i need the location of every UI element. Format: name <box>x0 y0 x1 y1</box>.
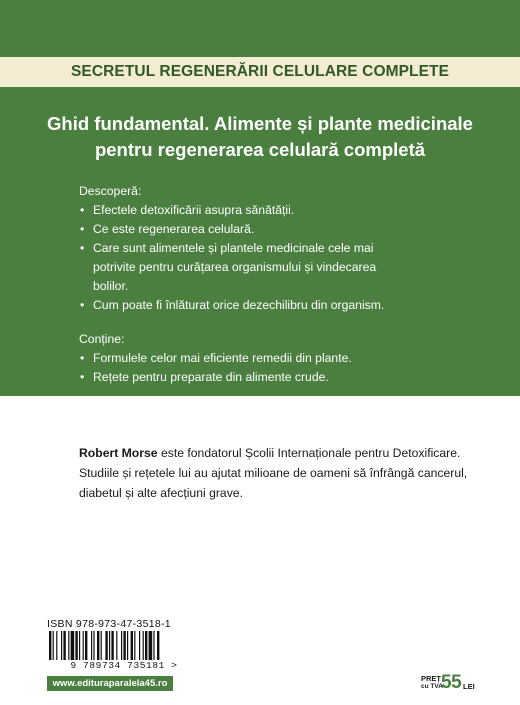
bio-line-1: Robert Morse este fondatorul Școlii Internaționale pentru Detoxificare. <box>79 446 461 460</box>
bio-line-3: diabetul și alte afecțiuni grave. <box>79 486 243 500</box>
price-currency: LEI <box>463 682 475 691</box>
discover-heading: Descoperă: <box>79 184 142 198</box>
bullet-icon: • <box>80 203 85 217</box>
barcode-digits: 9 789734 735181 > <box>47 660 201 672</box>
bullet-icon: • <box>80 222 85 236</box>
series-title: SECRETUL REGENERĂRII CELULARE COMPLETE <box>70 63 450 80</box>
price-tax-label: cu TVA <box>421 683 443 690</box>
bullet-icon: • <box>80 370 85 384</box>
series-title-band <box>0 57 520 87</box>
author-name: Robert Morse <box>79 446 158 460</box>
bullet-icon: • <box>80 241 85 255</box>
price-tag <box>421 672 491 694</box>
author-bio <box>79 443 499 503</box>
contains-heading: Conține: <box>79 332 125 346</box>
book-subtitle <box>0 111 520 163</box>
list-item: • Efectele detoxificării asupra sănătății. <box>79 201 479 220</box>
subtitle-line-1: Ghid fundamental. Alimente și plante medicinale <box>47 113 473 134</box>
discover-section <box>79 182 479 315</box>
bullet-icon: • <box>80 351 85 365</box>
contains-section <box>79 330 479 387</box>
list-item: • Rețete pentru preparate din alimente crude. <box>79 368 479 387</box>
price-amount: 55 <box>441 672 462 693</box>
publisher-website: www.edituraparalela45.ro <box>47 676 173 691</box>
list-item: • Care sunt alimentele și plantele medicinale cele mai potrivite pentru curățarea organismului și vindecarea bolilor. <box>80 241 377 293</box>
discover-list <box>79 201 479 315</box>
bullet-icon: • <box>80 298 85 312</box>
list-item: • Cum poate fi înlăturat orice dezechilibru din organism. <box>79 296 479 315</box>
isbn-label: ISBN 978-973-47-3518-1 <box>47 618 171 630</box>
contains-list <box>79 349 479 387</box>
list-item: • Ce este regenerarea celulară. <box>79 220 479 239</box>
subtitle-line-2: pentru regenerarea celulară completă <box>94 139 426 160</box>
bio-line-2: Studiile și rețetele lui au ajutat milioane de oameni să înfrângă cancerul, <box>79 466 468 480</box>
list-item: • Formulele celor mai eficiente remedii din plante. <box>79 349 479 368</box>
price-label: PREȚ <box>421 674 442 683</box>
